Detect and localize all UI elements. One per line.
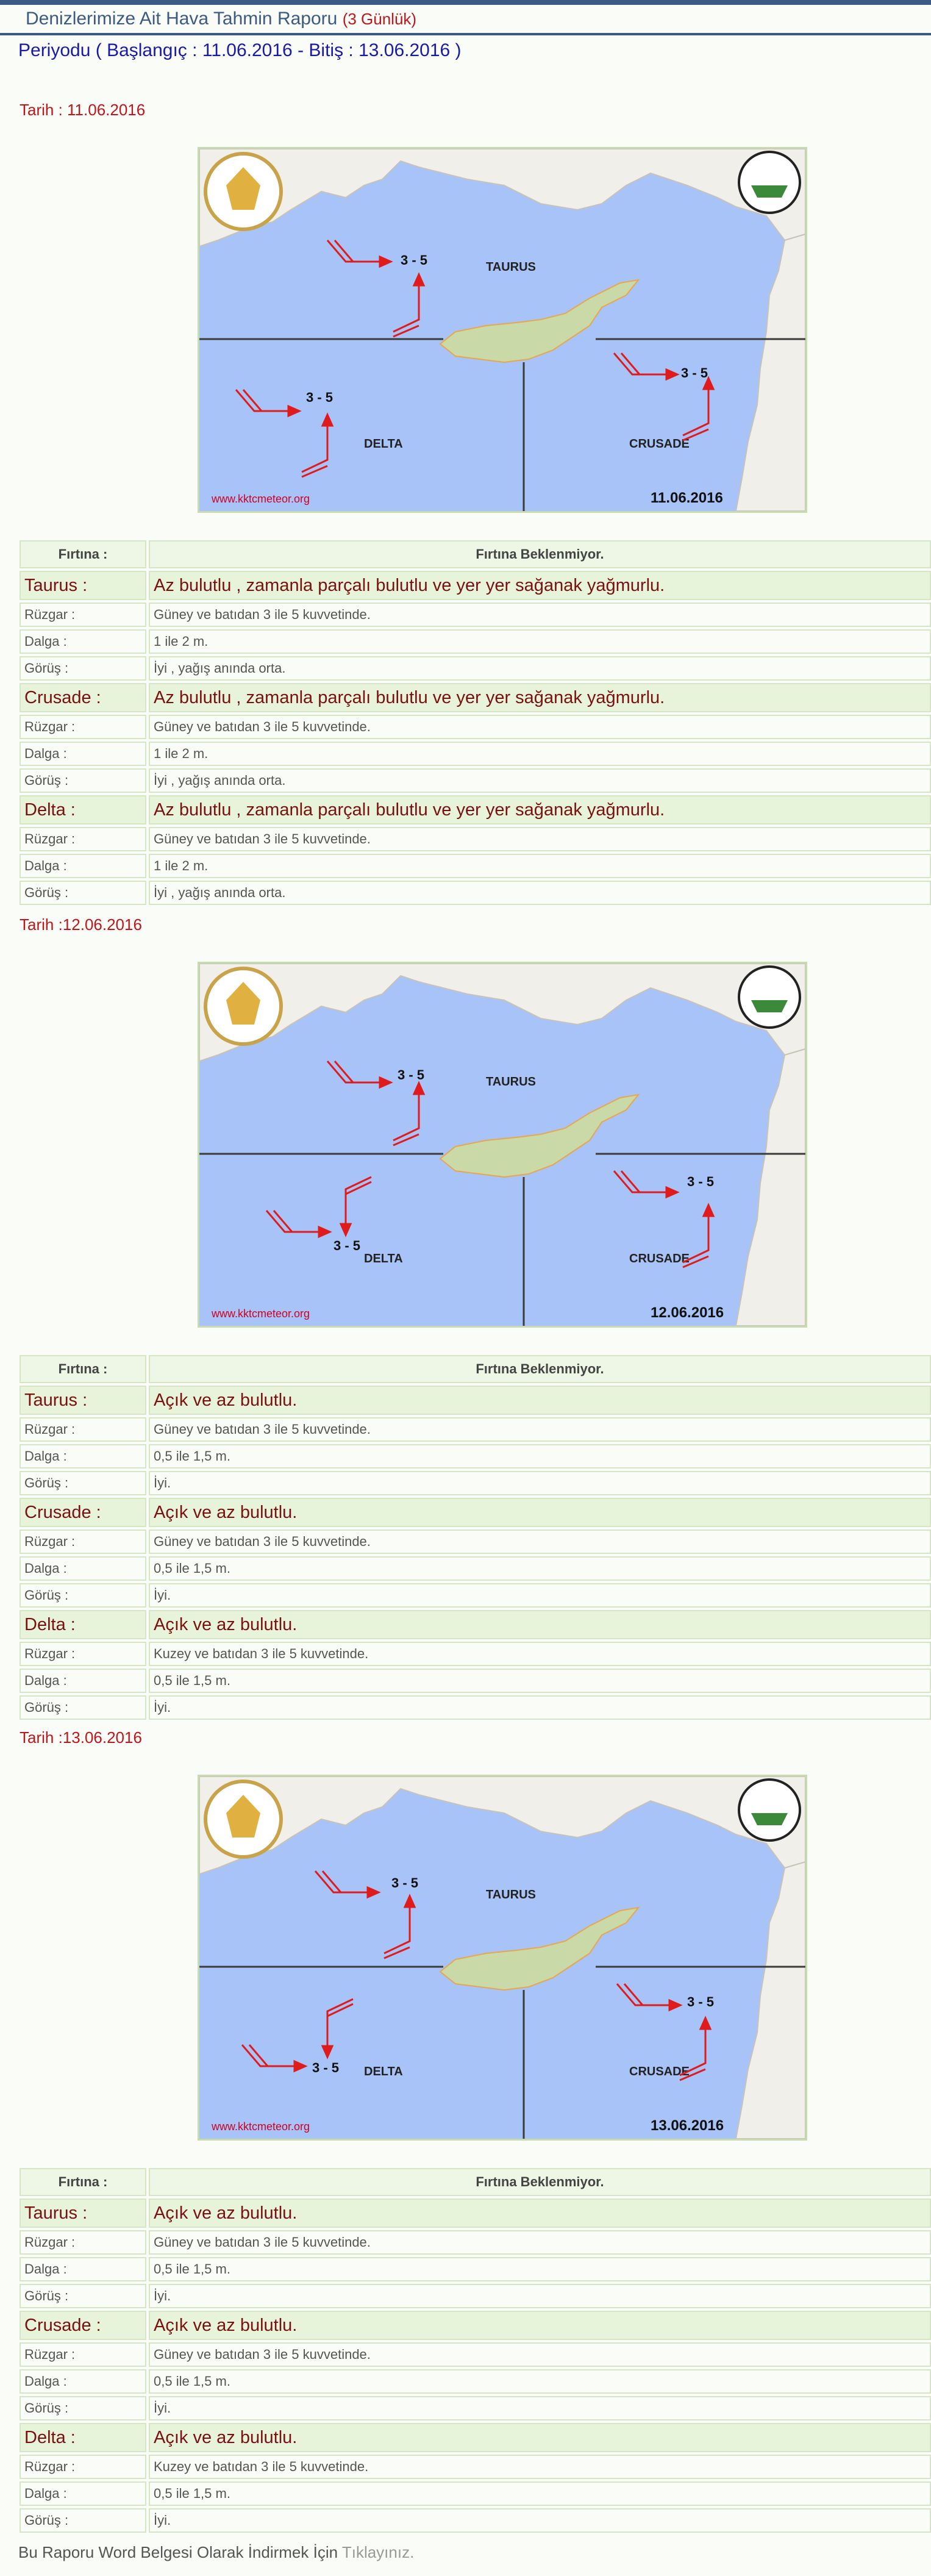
visibility-value: İyi , yağış anında orta. bbox=[149, 768, 931, 793]
wind-value-delta: 3 - 5 bbox=[312, 2060, 340, 2075]
zone-header-row bbox=[20, 2199, 931, 2228]
wind-row bbox=[20, 827, 931, 851]
forecast-date-label: Tarih :12.06.2016 bbox=[20, 915, 142, 934]
wave-row bbox=[20, 1444, 931, 1469]
zone-name: Crusade : bbox=[20, 1498, 146, 1527]
zone-label-taurus: TAURUS bbox=[486, 260, 536, 274]
wind-row bbox=[20, 2230, 931, 2255]
storm-value: Fırtına Beklenmiyor. bbox=[149, 2168, 931, 2196]
wind-value: Güney ve batıdan 3 ile 5 kuvvetinde. bbox=[149, 603, 931, 627]
wind-label: Rüzgar : bbox=[20, 2230, 146, 2255]
visibility-label: Görüş : bbox=[20, 2284, 146, 2308]
visibility-value: İyi. bbox=[149, 1471, 931, 1495]
wave-row bbox=[20, 854, 931, 878]
wave-row bbox=[20, 742, 931, 766]
zone-header-row bbox=[20, 2311, 931, 2340]
wind-value-taurus: 3 - 5 bbox=[401, 252, 428, 268]
map-date: 11.06.2016 bbox=[651, 490, 723, 506]
zone-description: Açık ve az bulutlu. bbox=[149, 1498, 931, 1527]
storm-label: Fırtına : bbox=[20, 2168, 146, 2196]
wave-row bbox=[20, 1669, 931, 1693]
visibility-label: Görüş : bbox=[20, 1583, 146, 1608]
zone-header-row bbox=[20, 2423, 931, 2452]
visibility-row bbox=[20, 1471, 931, 1495]
map-site-url: www.kktcmeteor.org bbox=[212, 493, 310, 505]
wave-label: Dalga : bbox=[20, 1556, 146, 1581]
wave-label: Dalga : bbox=[20, 2257, 146, 2281]
visibility-label: Görüş : bbox=[20, 881, 146, 905]
wave-label: Dalga : bbox=[20, 742, 146, 766]
zone-name: Taurus : bbox=[20, 1386, 146, 1415]
wave-row bbox=[20, 2369, 931, 2394]
visibility-label: Görüş : bbox=[20, 1471, 146, 1495]
visibility-label: Görüş : bbox=[20, 2508, 146, 2533]
visibility-row bbox=[20, 1583, 931, 1608]
zone-label-delta: DELTA bbox=[364, 2065, 403, 2078]
wind-label: Rüzgar : bbox=[20, 2455, 146, 2479]
zone-description: Açık ve az bulutlu. bbox=[149, 2311, 931, 2340]
zone-label-taurus: TAURUS bbox=[486, 1075, 536, 1089]
zone-description: Açık ve az bulutlu. bbox=[149, 1386, 931, 1415]
visibility-value: İyi. bbox=[149, 1583, 931, 1608]
visibility-value: İyi , yağış anında orta. bbox=[149, 881, 931, 905]
wave-value: 1 ile 2 m. bbox=[149, 854, 931, 878]
visibility-value: İyi. bbox=[149, 2508, 931, 2533]
zone-label-crusade: CRUSADE bbox=[629, 437, 690, 451]
download-word-link[interactable]: Tıklayınız. bbox=[341, 2543, 415, 2561]
zone-header-row bbox=[20, 1386, 931, 1415]
wind-value-crusade: 3 - 5 bbox=[687, 1174, 715, 1189]
zone-name: Crusade : bbox=[20, 2311, 146, 2340]
wave-value: 0,5 ile 1,5 m. bbox=[149, 1556, 931, 1581]
zone-name: Delta : bbox=[20, 795, 146, 825]
wind-value: Güney ve batıdan 3 ile 5 kuvvetinde. bbox=[149, 2342, 931, 2367]
wave-value: 0,5 ile 1,5 m. bbox=[149, 1669, 931, 1693]
visibility-value: İyi. bbox=[149, 1695, 931, 1720]
forecast-date-label: Tarih :13.06.2016 bbox=[20, 1728, 142, 1747]
forecast-table bbox=[20, 540, 931, 907]
wind-label: Rüzgar : bbox=[20, 603, 146, 627]
wave-value: 0,5 ile 1,5 m. bbox=[149, 2481, 931, 2506]
wind-value: Güney ve batıdan 3 ile 5 kuvvetinde. bbox=[149, 1417, 931, 1442]
wind-value: Kuzey ve batıdan 3 ile 5 kuvvetinde. bbox=[149, 1642, 931, 1666]
storm-label: Fırtına : bbox=[20, 540, 146, 568]
wind-value-taurus: 3 - 5 bbox=[398, 1067, 425, 1082]
wave-row bbox=[20, 1556, 931, 1581]
forecast-map-image bbox=[198, 962, 807, 1328]
wind-row bbox=[20, 1642, 931, 1666]
visibility-row bbox=[20, 768, 931, 793]
wind-label: Rüzgar : bbox=[20, 715, 146, 739]
forecast-table bbox=[20, 2168, 931, 2535]
wind-row bbox=[20, 603, 931, 627]
wave-label: Dalga : bbox=[20, 854, 146, 878]
storm-label: Fırtına : bbox=[20, 1355, 146, 1383]
visibility-row bbox=[20, 1695, 931, 1720]
wind-value-taurus: 3 - 5 bbox=[391, 1875, 419, 1891]
visibility-value: İyi , yağış anında orta. bbox=[149, 656, 931, 681]
visibility-label: Görüş : bbox=[20, 656, 146, 681]
wind-row bbox=[20, 1417, 931, 1442]
zone-description: Açık ve az bulutlu. bbox=[149, 2423, 931, 2452]
wind-row bbox=[20, 715, 931, 739]
wind-value-delta: 3 - 5 bbox=[334, 1238, 361, 1253]
zone-name: Taurus : bbox=[20, 2199, 146, 2228]
cyprus-emblem-logo bbox=[205, 1781, 281, 1857]
period-label: Periyodu ( Başlangıç : 11.06.2016 - Bitiş : 13.06.2016 ) bbox=[18, 40, 462, 60]
forecast-map-image bbox=[198, 1775, 807, 2141]
page-title bbox=[26, 9, 416, 29]
wave-value: 0,5 ile 1,5 m. bbox=[149, 2369, 931, 2394]
zone-label-crusade: CRUSADE bbox=[629, 1252, 690, 1265]
storm-row bbox=[20, 2168, 931, 2196]
wind-row bbox=[20, 2455, 931, 2479]
cyprus-emblem-logo bbox=[205, 968, 281, 1044]
top-accent-bar bbox=[0, 0, 931, 5]
visibility-label: Görüş : bbox=[20, 1695, 146, 1720]
wind-value: Güney ve batıdan 3 ile 5 kuvvetinde. bbox=[149, 827, 931, 851]
zone-label-delta: DELTA bbox=[364, 1252, 403, 1265]
wave-value: 1 ile 2 m. bbox=[149, 742, 931, 766]
wind-value: Güney ve batıdan 3 ile 5 kuvvetinde. bbox=[149, 1530, 931, 1554]
wind-label: Rüzgar : bbox=[20, 1530, 146, 1554]
zone-header-row bbox=[20, 1498, 931, 1527]
visibility-row bbox=[20, 2396, 931, 2420]
zone-label-delta: DELTA bbox=[364, 437, 403, 451]
cyprus-emblem-logo bbox=[205, 154, 281, 229]
kktc-meteor-logo bbox=[739, 1780, 800, 1841]
forecast-table bbox=[20, 1355, 931, 1722]
forecast-map-image bbox=[198, 147, 807, 513]
zone-header-row bbox=[20, 1610, 931, 1639]
wave-label: Dalga : bbox=[20, 2481, 146, 2506]
forecast-date-label: Tarih : 11.06.2016 bbox=[20, 101, 146, 119]
storm-row bbox=[20, 1355, 931, 1383]
visibility-label: Görüş : bbox=[20, 2396, 146, 2420]
wind-label: Rüzgar : bbox=[20, 1417, 146, 1442]
wave-value: 0,5 ile 1,5 m. bbox=[149, 2257, 931, 2281]
visibility-row bbox=[20, 2508, 931, 2533]
wind-label: Rüzgar : bbox=[20, 2342, 146, 2367]
visibility-row bbox=[20, 656, 931, 681]
visibility-row bbox=[20, 881, 931, 905]
wind-row bbox=[20, 1530, 931, 1554]
wind-label: Rüzgar : bbox=[20, 1642, 146, 1666]
wave-row bbox=[20, 2481, 931, 2506]
zone-description: Açık ve az bulutlu. bbox=[149, 1610, 931, 1639]
map-site-url: www.kktcmeteor.org bbox=[212, 1308, 310, 1320]
wave-row bbox=[20, 2257, 931, 2281]
wave-value: 1 ile 2 m. bbox=[149, 629, 931, 654]
title-row bbox=[0, 5, 931, 35]
visibility-value: İyi. bbox=[149, 2396, 931, 2420]
wave-row bbox=[20, 629, 931, 654]
wind-value-crusade: 3 - 5 bbox=[687, 1994, 715, 2009]
zone-description: Az bulutlu , zamanla parçalı bulutlu ve yer yer sağanak yağmurlu. bbox=[149, 683, 931, 712]
footer bbox=[18, 2543, 414, 2562]
zone-header-row bbox=[20, 683, 931, 712]
wave-label: Dalga : bbox=[20, 629, 146, 654]
wind-value: Güney ve batıdan 3 ile 5 kuvvetinde. bbox=[149, 2230, 931, 2255]
zone-name: Crusade : bbox=[20, 683, 146, 712]
page-title-text: Denizlerimize Ait Hava Tahmin Raporu bbox=[26, 9, 338, 29]
wave-label: Dalga : bbox=[20, 2369, 146, 2394]
zone-description: Açık ve az bulutlu. bbox=[149, 2199, 931, 2228]
zone-header-row bbox=[20, 571, 931, 600]
page-title-suffix: (3 Günlük) bbox=[342, 10, 417, 28]
storm-value: Fırtına Beklenmiyor. bbox=[149, 1355, 931, 1383]
zone-name: Delta : bbox=[20, 1610, 146, 1639]
wind-value-delta: 3 - 5 bbox=[306, 390, 334, 405]
wind-row bbox=[20, 2342, 931, 2367]
visibility-row bbox=[20, 2284, 931, 2308]
zone-header-row bbox=[20, 795, 931, 825]
visibility-value: İyi. bbox=[149, 2284, 931, 2308]
wind-value: Güney ve batıdan 3 ile 5 kuvvetinde. bbox=[149, 715, 931, 739]
wind-label: Rüzgar : bbox=[20, 827, 146, 851]
wind-value: Kuzey ve batıdan 3 ile 5 kuvvetinde. bbox=[149, 2455, 931, 2479]
zone-description: Az bulutlu , zamanla parçalı bulutlu ve yer yer sağanak yağmurlu. bbox=[149, 795, 931, 825]
storm-value: Fırtına Beklenmiyor. bbox=[149, 540, 931, 568]
wave-value: 0,5 ile 1,5 m. bbox=[149, 1444, 931, 1469]
storm-row bbox=[20, 540, 931, 568]
visibility-label: Görüş : bbox=[20, 768, 146, 793]
kktc-meteor-logo bbox=[739, 967, 800, 1028]
map-date: 12.06.2016 bbox=[651, 1304, 724, 1321]
zone-name: Taurus : bbox=[20, 571, 146, 600]
kktc-meteor-logo bbox=[739, 152, 800, 213]
zone-label-taurus: TAURUS bbox=[486, 1888, 536, 1902]
wind-value-crusade: 3 - 5 bbox=[681, 365, 708, 381]
footer-text: Bu Raporu Word Belgesi Olarak İndirmek İçin bbox=[18, 2543, 338, 2561]
zone-name: Delta : bbox=[20, 2423, 146, 2452]
map-site-url: www.kktcmeteor.org bbox=[212, 2120, 310, 2133]
wave-label: Dalga : bbox=[20, 1669, 146, 1693]
wave-label: Dalga : bbox=[20, 1444, 146, 1469]
zone-label-crusade: CRUSADE bbox=[629, 2065, 690, 2078]
map-date: 13.06.2016 bbox=[651, 2117, 724, 2134]
zone-description: Az bulutlu , zamanla parçalı bulutlu ve yer yer sağanak yağmurlu. bbox=[149, 571, 931, 600]
